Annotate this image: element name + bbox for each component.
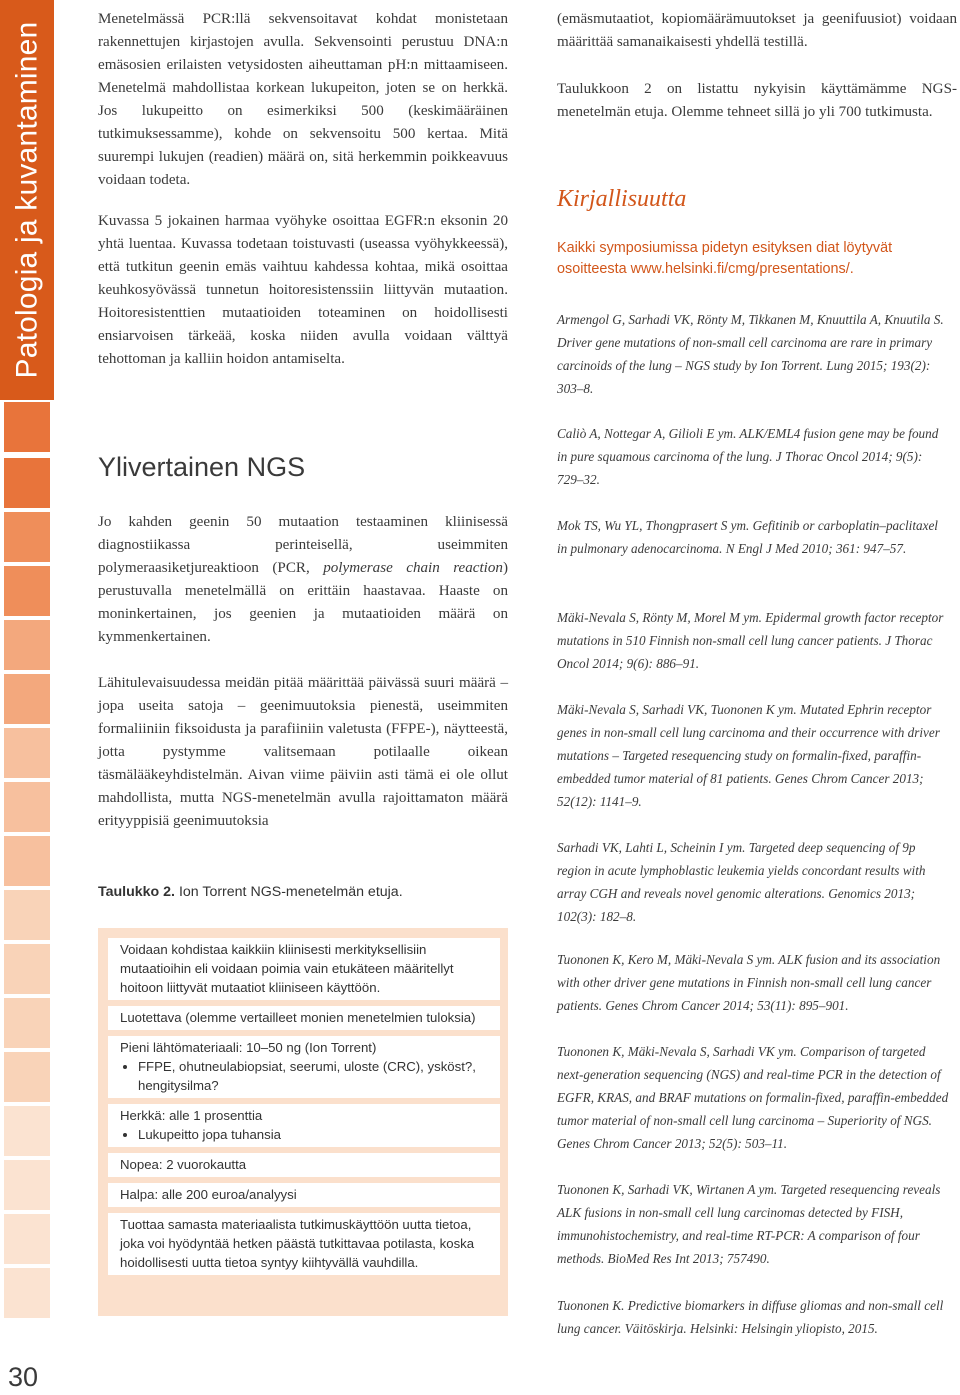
paragraph-sequencing: Menetelmässä PCR:llä sekvensoitavat kohdat monistetaan rakennettujen kirjastojen avulla. Sekvensointi perustuu DNA:n emäsosien erilaisten vetysidosten aiheuttaman pH:n mittaamiseen. Menetelmä mahdollistaa korkean lukupeiton, joten se on herkkä. Jos lukupeitto on esimerkiksi 500 (keskimääräinen tutkimuksessamme), kohde on sekvensoitu 500 kertaa. Mitä suurempi lukujen (readien) määrä on, sitä herkemmin poikkeavuus voidaan todeta. bbox=[98, 11, 508, 188]
table-row-bullets bbox=[120, 1125, 494, 1144]
reference-item: Mok TS, Wu YL, Thongprasert S ym. Gefitinib or carboplatin–paclitaxel in pulmonary adenocarcinoma. N Engl J Med 2010; 361: 947–57. bbox=[557, 518, 938, 556]
table-row-text: Halpa: alle 200 euroa/analyysi bbox=[120, 1187, 297, 1202]
table-2 bbox=[98, 928, 508, 1316]
decorative-stripe bbox=[4, 782, 50, 832]
decorative-stripe bbox=[4, 1052, 50, 1102]
paragraph-pcr-part1: Jo kahden geenin 50 mutaation testaaminen kliinisessä diagnostiikassa perinteisellä, useimmiten polymeraasiketjureaktioon (PCR, bbox=[98, 514, 508, 576]
decorative-stripe bbox=[4, 1160, 50, 1210]
table-row-text: Tuottaa samasta materiaalista tutkimuskäyttöön uutta tietoa, joka voi hyödyntää hetken päästä tutkittavaa potilasta, koska hoidollisesti uutta tietoa syntyy kiihtyvällä vauhdilla. bbox=[120, 1217, 475, 1270]
reference-item: Sarhadi VK, Lahti L, Scheinin I ym. Targeted deep sequencing of 9p region in acute lymphoblastic leukemia yields concordant results with array CGH and reveals novel genomic alterations. Genomics 2013; 102(3): 182–8. bbox=[557, 840, 926, 924]
presentations-note: Kaikki symposiumissa pidetyn esityksen diat löytyvät osoitteesta www.helsinki.fi/cmg/presentations/. bbox=[557, 240, 893, 277]
table-caption-label: Taulukko 2. bbox=[98, 884, 175, 900]
reference-item: Armengol G, Sarhadi VK, Rönty M, Tikkanen M, Knuuttila A, Knuutila S. Driver gene mutations of non-small cell carcinoma are rare in primary carcinoids of the lung – NGS study by Ion Torrent. Lung 2015; 193(2): 303–8. bbox=[557, 312, 944, 396]
table-row-bullets bbox=[120, 1057, 494, 1095]
reference-item: Tuononen K, Kero M, Mäki-Nevala S ym. ALK fusion and its association with other driver gene mutations in Finnish non-small cell lung cancer patients. Genes Chrom Cancer 2014; 53(11): 895–901. bbox=[557, 952, 941, 1013]
reference-item: Tuononen K, Mäki-Nevala S, Sarhadi VK ym. Comparison of targeted next-generation sequencing (NGS) and real-time PCR in the detection of EGFR, KRAS, and BRAF mutations on formalin-fixed, paraffin-embedded tumor material of non-small cell lung carcinoma – Superiority of NGS. Genes Chrom Cancer 2013; 52(5): 503–11. bbox=[557, 1044, 949, 1151]
decorative-stripe bbox=[4, 836, 50, 886]
decorative-stripe bbox=[4, 566, 50, 616]
paragraph-pcr-part2: ) perustuvalla menetelmällä on erittäin haastavaa. Haaste on moninkertainen, jos geenien ja mutaatioiden määrä on kymmenkertainen. bbox=[98, 560, 509, 645]
section-title-vertical bbox=[0, 0, 54, 400]
reference-item: Mäki-Nevala S, Rönty M, Morel M ym. Epidermal growth factor receptor mutations in 510 Finnish non-small cell lung cancer patients. J Thorac Oncol 2014; 9(6): 886–91. bbox=[557, 610, 944, 671]
table-row-text: Herkkä: alle 1 prosenttia bbox=[120, 1108, 263, 1123]
table-row bbox=[108, 1036, 500, 1098]
paragraph-pcr-italic: polymerase chain reaction bbox=[323, 560, 503, 576]
table-row bbox=[108, 1213, 500, 1275]
decorative-stripe bbox=[4, 620, 50, 670]
section-heading-ngs: Ylivertainen NGS bbox=[98, 452, 306, 482]
decorative-stripe bbox=[4, 998, 50, 1048]
decorative-stripe bbox=[4, 1106, 50, 1156]
decorative-stripe bbox=[4, 402, 50, 452]
decorative-stripe bbox=[4, 1268, 50, 1318]
reference-item: Tuononen K, Sarhadi VK, Wirtanen A ym. Targeted resequencing reveals ALK fusions in non-small cell lung carcinomas detected by FISH, immunohistochemistry, and real-time RT-PCR: A comparison of four methods. BioMed Res Int 2013; 757490. bbox=[557, 1182, 941, 1266]
paragraph-pcr bbox=[98, 511, 508, 649]
table-row-text: Voidaan kohdistaa kaikkiin kliinisesti merkityksellisiin mutaatioihin eli voidaan poimia vain etukäteen määritellyt hoitoon liittyvät mutaatiot kliiniseen käyttöön. bbox=[120, 942, 454, 995]
reference-item: Mäki-Nevala S, Sarhadi VK, Tuononen K ym. Mutated Ephrin receptor genes in non-small cell lung carcinoma and their occurrence with driver mutations – Targeted resequencing study on formalin-fixed, paraffin-embedded tumor material of 81 patients. Genes Chrom Cancer 2013; 52(12): 1141–9. bbox=[557, 702, 940, 809]
table-caption bbox=[98, 884, 403, 900]
table-row-bullet: • Lukupeitto jopa tuhansia bbox=[138, 1125, 494, 1144]
decorative-stripe bbox=[4, 728, 50, 778]
table-row bbox=[108, 1104, 500, 1147]
table-row bbox=[108, 1153, 500, 1177]
table-caption-text: Ion Torrent NGS-menetelmän etuja. bbox=[175, 884, 403, 900]
decorative-stripe bbox=[4, 458, 50, 508]
decorative-stripe bbox=[4, 674, 50, 724]
table-row-text: Nopea: 2 vuorokautta bbox=[120, 1157, 247, 1172]
paragraph-future: Lähitulevaisuudessa meidän pitää määrittää päivässä suuri määrä – jopa useita satoja – geenimuutoksia pienestä, useimmiten formaliiniin fiksoidusta ja parafiiniin valetusta (FFPE-), näytteestä, jotta pystymme valitsemaan potilaalle oikean täsmälääkeyhdistelmän. Aivan viime päiviin asti tämä ei ole ollut mahdollista, mutta NGS-menetelmän avulla rajoittamaton määrä erityyppisiä geenimuutoksia bbox=[98, 675, 508, 829]
section-title-text: Patologia ja kuvantaminen bbox=[10, 21, 43, 379]
reference-item: Caliò A, Nottegar A, Gilioli E ym. ALK/EML4 fusion gene may be found in pure squamous carcinoma of the lung. J Thorac Oncol 2014; 9(5): 729–32. bbox=[557, 426, 939, 487]
reference-item: Tuononen K. Predictive biomarkers in diffuse gliomas and non-small cell lung cancer. Väitöskirja. Helsinki: Helsingin yliopisto, 2015. bbox=[557, 1298, 944, 1336]
decorative-stripe bbox=[4, 890, 50, 940]
table-row bbox=[108, 938, 500, 1000]
paragraph-table-reference: Taulukkoon 2 on listattu nykyisin käyttämämme NGS-menetelmän etuja. Olemme tehneet sillä jo yli 700 tutkimusta. bbox=[557, 81, 957, 120]
decorative-stripe bbox=[4, 944, 50, 994]
paragraph-figure-5: Kuvassa 5 jokainen harmaa vyöhyke osoittaa EGFR:n eksonin 20 yhtä luentaa. Kuvassa todetaan toistuvasti (useassa vyöhykkeessä), että tutkitun geenin emäs vaihtuu kahdessa kohtaa, mikä osoittaa keuhkosyövässä tunnetun hoitoresistenssiin liittyvän mutaation. Hoitoresistenttien mutaatioiden toteaminen on hoidollisesti ensiarvoisen tärkeää, koska niiden avulla voidaan välttyä tehottoman ja kalliin hoidon antamiselta. bbox=[98, 213, 508, 367]
table-row bbox=[108, 1183, 500, 1207]
references-heading: Kirjallisuutta bbox=[557, 186, 687, 212]
page-number: 30 bbox=[8, 1362, 39, 1392]
decorative-stripe bbox=[4, 1214, 50, 1264]
table-row-text: Luotettava (olemme vertailleet monien menetelmien tuloksia) bbox=[120, 1010, 476, 1025]
table-row-text: Pieni lähtömateriaali: 10–50 ng (Ion Torrent) bbox=[120, 1040, 377, 1055]
paragraph-continued: (emäsmutaatiot, kopiomäärämuutokset ja geenifuusiot) voidaan määrittää samanaikaisesti yhdellä testillä. bbox=[557, 11, 957, 50]
table-row bbox=[108, 1006, 500, 1030]
decorative-stripe bbox=[4, 512, 50, 562]
table-row-bullet: • FFPE, ohutneulabiopsiat, seerumi, uloste (CRC), ysköst?, hengitysilma? bbox=[138, 1057, 494, 1095]
